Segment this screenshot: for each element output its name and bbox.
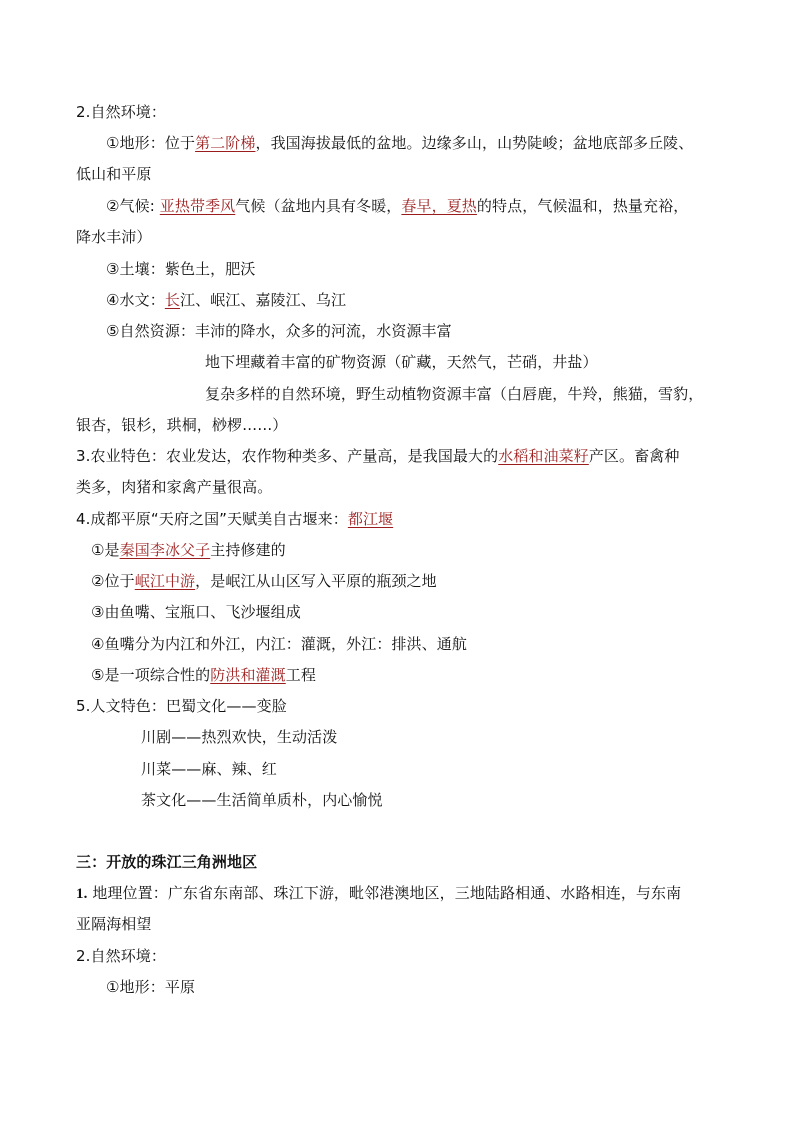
- agriculture-line: 3.农业特色：农业发达，农作物种类多、产量高，是我国最大的水稻和油菜籽产区。畜禽种: [76, 447, 680, 465]
- climate-line: ②气候: 亚热带季风气候（盆地内具有冬暖，春早，夏热的特点，气候温和，热量充裕，: [106, 197, 689, 215]
- resources-line-4: 银杏，银杉，珙桐，桫椤……）: [76, 416, 288, 434]
- resources-line-3: 复杂多样的自然环境，野生动植物资源丰富（白唇鹿，牛羚，熊猫，雪豹，: [205, 385, 704, 403]
- dujiangyan-item-2: ②位于岷江中游，是岷江从山区写入平原的瓶颈之地: [91, 572, 437, 590]
- agriculture-line-cont: 类多，肉猪和家禽产量很高。: [76, 478, 273, 496]
- chengdu-highlight: 都江堰: [347, 510, 394, 528]
- culture-line-3: 川菜——麻、辣、红: [141, 760, 277, 778]
- dujiangyan-highlight-1: 秦国李冰父子: [119, 541, 211, 559]
- hydrology-highlight: 长: [164, 291, 180, 309]
- agriculture-highlight: 水稻和油菜籽: [498, 447, 589, 465]
- terrain-line: ①地形：位于第二阶梯，我国海拔最低的盆地。边缘多山，山势陡峻；盆地底部多丘陵、: [106, 134, 694, 152]
- climate-highlight-1: 亚热带季风: [159, 197, 236, 215]
- terrain-highlight: 第二阶梯: [195, 134, 256, 152]
- dujiangyan-item-4: ④鱼嘴分为内江和外江，内江：灌溉，外江：排洪、通航: [91, 635, 467, 653]
- hydrology-line: ④水文：长江、岷江、嘉陵江、乌江: [106, 291, 347, 309]
- pearl-delta-location-cont: 亚隔海相望: [76, 915, 152, 933]
- natural-env-heading: 2.自然环境：: [76, 103, 167, 121]
- culture-line-1: 5.人文特色：巴蜀文化——变脸: [76, 697, 287, 715]
- pearl-delta-env-heading: 2.自然环境：: [76, 947, 167, 965]
- pearl-delta-terrain-line: ①地形：平原: [106, 978, 196, 996]
- dujiangyan-item-1: ①是秦国李冰父子主持修建的: [91, 541, 286, 559]
- dujiangyan-highlight-2: 岷江中游: [134, 572, 196, 590]
- soil-line: ③土壤：紫色土，肥沃: [106, 260, 256, 278]
- dujiangyan-item-3: ③由鱼嘴、宝瓶口、飞沙堰组成: [91, 603, 301, 621]
- section-3-title: 三：开放的珠江三角洲地区: [76, 853, 258, 871]
- dujiangyan-item-5: ⑤是一项综合性的防洪和灌溉工程: [91, 666, 316, 684]
- culture-line-4: 茶文化——生活简单质朴，内心愉悦: [141, 791, 383, 809]
- climate-line-cont: 降水丰沛）: [76, 228, 152, 246]
- pearl-delta-location-line: 1. 地理位置：广东省东南部、珠江下游，毗邻港澳地区，三地陆路相通、水路相连，与东南: [76, 884, 682, 902]
- climate-highlight-2: 春早，夏热: [401, 197, 477, 215]
- culture-line-2: 川剧——热烈欢快，生动活泼: [141, 728, 338, 746]
- resources-line-1: ⑤自然资源：丰沛的降水，众多的河流，水资源丰富: [106, 322, 452, 340]
- dujiangyan-highlight-5: 防洪和灌溉: [210, 666, 286, 684]
- terrain-line-cont: 低山和平原: [76, 165, 152, 183]
- resources-line-2: 地下埋藏着丰富的矿物资源（矿藏，天然气，芒硝，井盐）: [205, 353, 598, 371]
- chengdu-line: 4.成都平原“天府之国”天赋美自古堰来：都江堰: [76, 510, 394, 528]
